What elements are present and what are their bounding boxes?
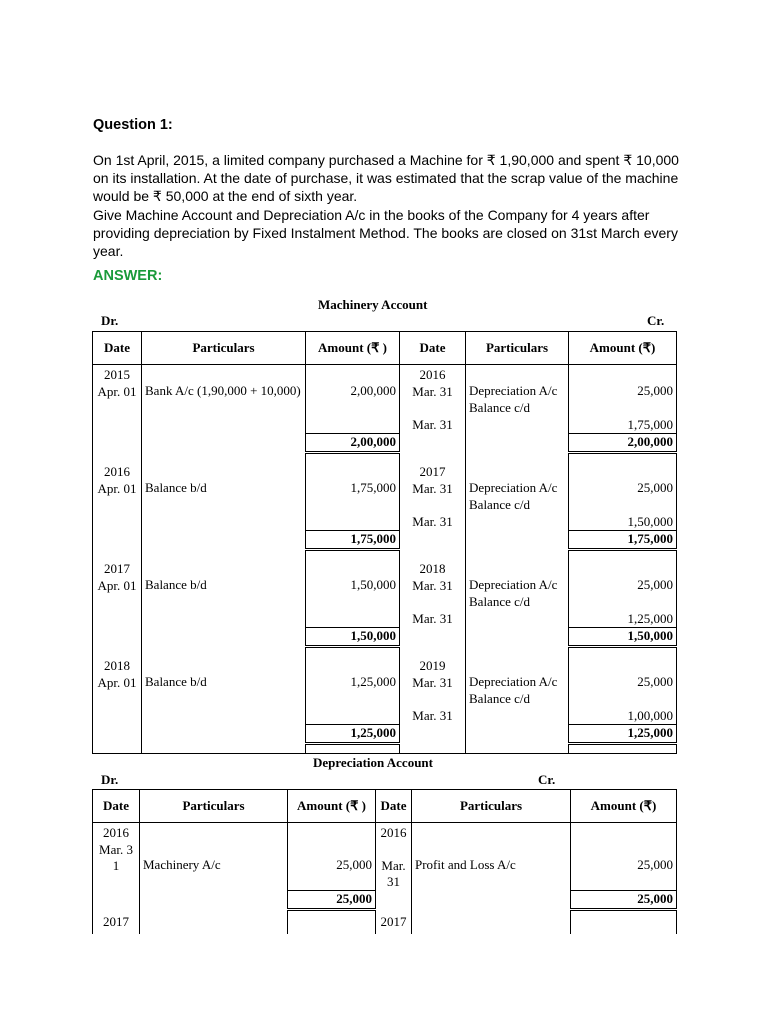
cr-particulars <box>466 656 569 725</box>
cr-amounts <box>569 559 677 628</box>
total-dr: 1,25,000 <box>306 725 400 744</box>
dr-particulars: Bank A/c (1,90,000 + 10,000) <box>142 365 306 434</box>
total-dr: 2,00,000 <box>306 434 400 453</box>
depreciation-account-title: Depreciation Account <box>313 755 433 770</box>
ledger-entry-row <box>93 462 677 531</box>
dr-day: Apr. 01 <box>97 480 137 496</box>
cr-date-1: Mar. 31 <box>412 480 453 496</box>
header-particulars-dr: Particulars <box>140 790 288 823</box>
cr-year: 2019 <box>419 658 446 673</box>
header-date-dr: Date <box>93 332 142 365</box>
ledger-entry-row <box>93 559 677 628</box>
dr-year: 2016 <box>104 464 130 479</box>
cr-amount-2: 1,50,000 <box>627 513 673 529</box>
cr-particulars <box>466 365 569 434</box>
cr-amount-2: 1,25,000 <box>627 610 673 626</box>
total-dr: 1,50,000 <box>306 628 400 647</box>
dr-date <box>93 365 142 434</box>
header-particulars-cr: Particulars <box>466 332 569 365</box>
cr-particulars-1: Depreciation A/c <box>469 480 558 495</box>
cr-particulars-1: Depreciation A/c <box>469 577 558 592</box>
dr-year: 2018 <box>104 658 130 673</box>
cr-amount-1: 25,000 <box>637 480 673 495</box>
total-cr: 1,50,000 <box>569 628 677 647</box>
dr-date <box>93 462 142 531</box>
cr-year: 2017 <box>419 464 446 479</box>
cr-amounts <box>569 462 677 531</box>
dep-cr-year: 2016 <box>380 825 407 840</box>
ledger-total-row <box>93 531 677 550</box>
cr-amounts <box>569 656 677 725</box>
dep-cr-particulars: Profit and Loss A/c <box>412 823 571 891</box>
cr-dates <box>400 365 466 434</box>
cr-amounts <box>569 365 677 434</box>
header-particulars-dr: Particulars <box>142 332 306 365</box>
cr-date-2: Mar. 31 <box>412 611 453 626</box>
cr-particulars <box>466 462 569 531</box>
machinery-cr-label: Cr. <box>647 313 665 328</box>
cr-dates <box>400 559 466 628</box>
total-cr: 2,00,000 <box>569 434 677 453</box>
machinery-dr-label: Dr. <box>101 313 119 328</box>
dep-cr-date <box>376 823 412 891</box>
dep-total-cr: 25,000 <box>571 891 677 910</box>
cr-dates <box>400 656 466 725</box>
total-cr: 1,25,000 <box>569 725 677 744</box>
cr-particulars-1: Depreciation A/c <box>469 383 558 398</box>
dr-day: Apr. 01 <box>97 383 137 399</box>
header-amount-cr: Amount (₹) <box>569 332 677 365</box>
cr-date-2: Mar. 31 <box>412 514 453 529</box>
header-date-cr: Date <box>376 790 412 823</box>
dr-particulars: Balance b/d <box>142 462 306 531</box>
machinery-account-table <box>92 331 677 754</box>
dr-amount: 1,25,000 <box>306 656 400 725</box>
dr-amount: 1,75,000 <box>306 462 400 531</box>
cr-amount-2: 1,00,000 <box>627 707 673 723</box>
dep-dr-date-2017: 2017 <box>93 910 140 934</box>
header-amount-cr: Amount (₹) <box>571 790 677 823</box>
dr-day: Apr. 01 <box>97 674 137 690</box>
ledger-entry-row <box>93 656 677 725</box>
cr-amount-1: 25,000 <box>637 383 673 398</box>
cr-amount-2: 1,75,000 <box>627 416 673 432</box>
header-amount-dr: Amount (₹ ) <box>288 790 376 823</box>
cr-particulars <box>466 559 569 628</box>
cr-date-1: Mar. 31 <box>412 674 453 690</box>
cr-amount-1: 25,000 <box>637 577 673 592</box>
dr-particulars: Balance b/d <box>142 656 306 725</box>
cr-dates <box>400 462 466 531</box>
total-cr: 1,75,000 <box>569 531 677 550</box>
cr-date-2: Mar. 31 <box>412 417 453 432</box>
ledger-total-row <box>93 725 677 744</box>
question-paragraph-2: Give Machine Account and Depreciation A/c in the books of the Company for 4 years after providing depreciation by Fixed Instalment Method. The books are closed on 31st March every year. <box>93 207 678 259</box>
dep-cr-day: Mar. 31 <box>381 857 406 889</box>
cr-amount-1: 25,000 <box>637 674 673 689</box>
cr-year: 2018 <box>419 561 446 576</box>
dep-dr-particulars: Machinery A/c <box>140 823 288 891</box>
cr-particulars-2: Balance c/d <box>469 690 530 706</box>
dr-year: 2017 <box>104 561 130 576</box>
cr-date-1: Mar. 31 <box>412 577 453 593</box>
dep-dr-amount: 25,000 <box>288 823 376 891</box>
dr-year: 2015 <box>104 367 130 382</box>
dr-amount: 1,50,000 <box>306 559 400 628</box>
ledger-entry-row <box>93 365 677 434</box>
dr-particulars: Balance b/d <box>142 559 306 628</box>
ledger-total-row <box>93 434 677 453</box>
header-particulars-cr: Particulars <box>412 790 571 823</box>
cr-particulars-2: Balance c/d <box>469 593 530 609</box>
dep-cr-amount: 25,000 <box>571 823 677 891</box>
dr-amount: 2,00,000 <box>306 365 400 434</box>
dr-date <box>93 656 142 725</box>
header-date-dr: Date <box>93 790 140 823</box>
answer-label: ANSWER: <box>93 268 163 284</box>
total-dr: 1,75,000 <box>306 531 400 550</box>
cr-date-1: Mar. 31 <box>412 383 453 399</box>
cr-date-2: Mar. 31 <box>412 708 453 723</box>
question-paragraph-1: On 1st April, 2015, a limited company purchased a Machine for ₹ 1,90,000 and spent ₹ 10,000 on its installation. At the date of purchase, it was estimated that the scrap value of the machine would be ₹ 50,000 at the end of sixth year. <box>93 152 679 204</box>
depreciation-account-table <box>92 789 677 934</box>
dep-dr-date: 2016 Mar. 31 <box>93 823 140 891</box>
header-amount-dr: Amount (₹ ) <box>306 332 400 365</box>
cr-particulars-1: Depreciation A/c <box>469 674 558 689</box>
depreciation-cr-label: Cr. <box>538 772 556 787</box>
ledger-total-row <box>93 628 677 647</box>
cr-particulars-2: Balance c/d <box>469 399 530 415</box>
header-date-cr: Date <box>400 332 466 365</box>
depreciation-dr-label: Dr. <box>101 772 119 787</box>
dr-day: Apr. 01 <box>97 577 137 593</box>
dep-cr-date-2017: 2017 <box>376 910 412 934</box>
dr-date <box>93 559 142 628</box>
question-title: Question 1: <box>93 117 173 133</box>
cr-particulars-2: Balance c/d <box>469 496 530 512</box>
machinery-account-title: Machinery Account <box>318 297 428 312</box>
dep-total-dr: 25,000 <box>288 891 376 910</box>
cr-year: 2016 <box>419 367 446 382</box>
